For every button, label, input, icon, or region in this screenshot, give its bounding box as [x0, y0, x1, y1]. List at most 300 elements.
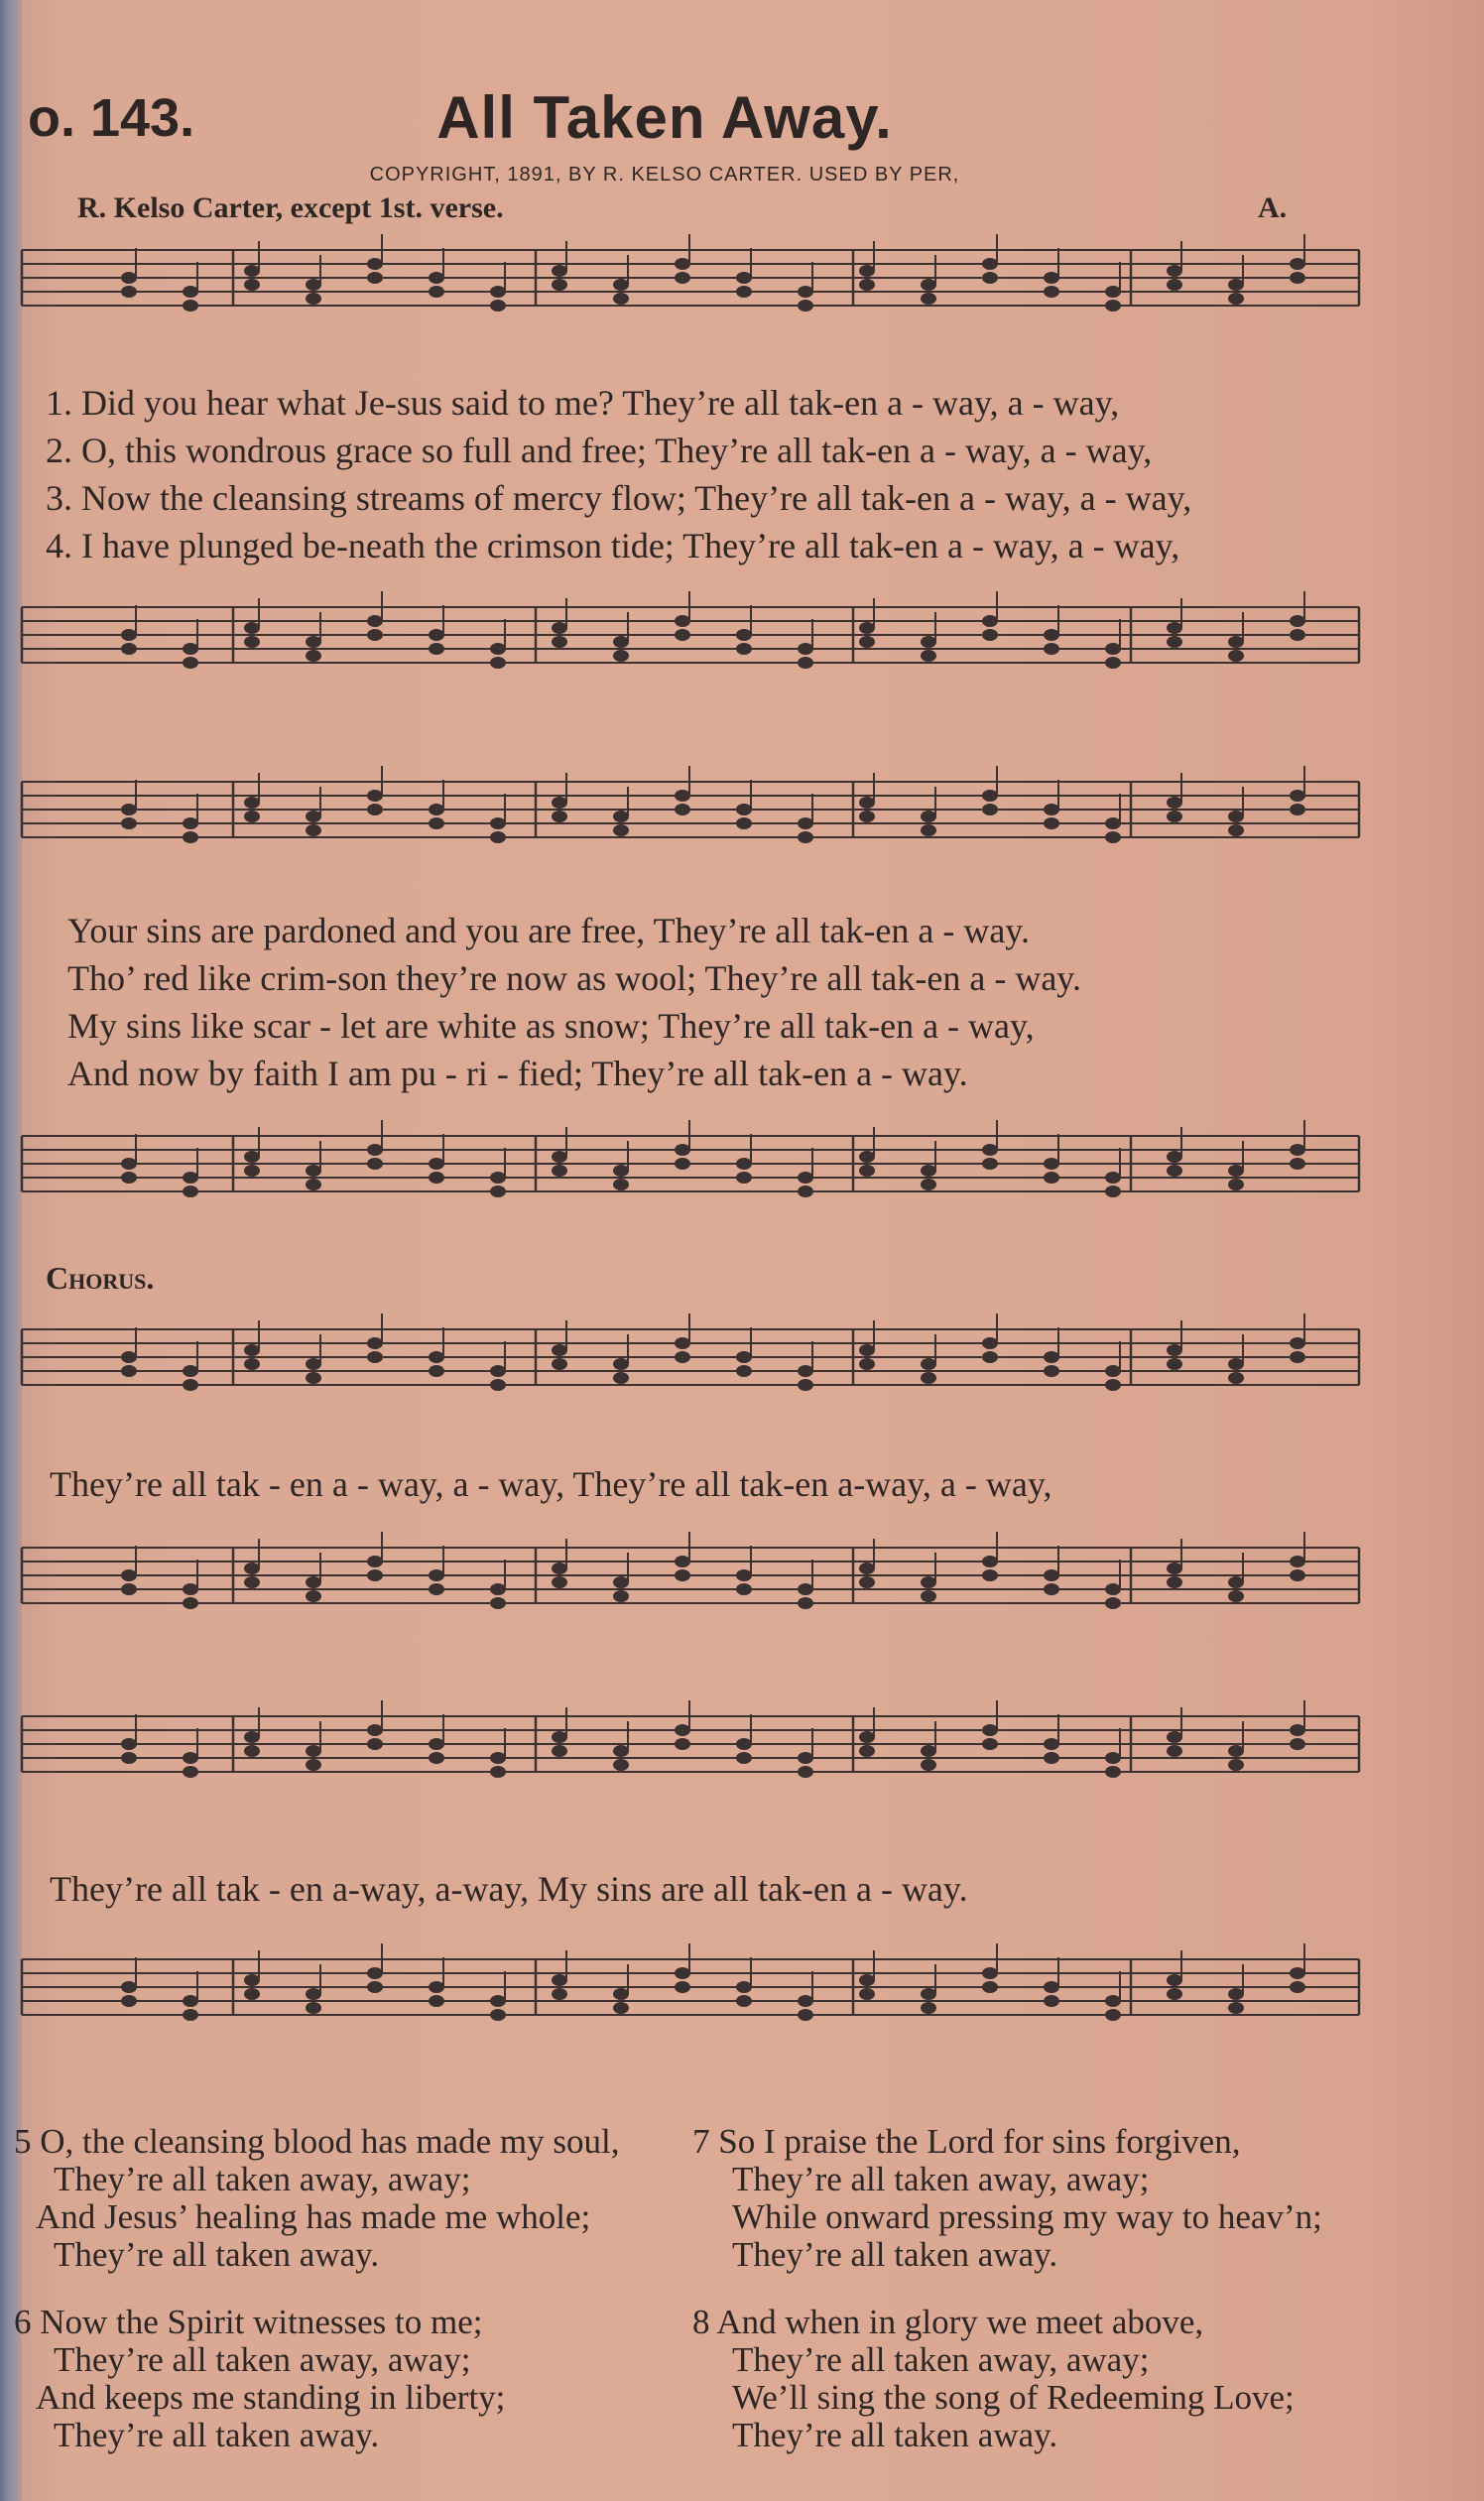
- note-head: [921, 1179, 936, 1190]
- note-head: [490, 1379, 506, 1391]
- note-head: [1105, 300, 1121, 312]
- note-head: [1167, 1151, 1182, 1163]
- note-head: [429, 1569, 444, 1581]
- note-head: [1290, 1144, 1305, 1156]
- note-head: [798, 657, 813, 669]
- note-head: [736, 1172, 752, 1184]
- note-head: [121, 1995, 137, 2007]
- note-head: [1105, 817, 1121, 829]
- note-head: [1167, 1974, 1182, 1986]
- note-head: [1167, 1344, 1182, 1356]
- note-head: [490, 1766, 506, 1778]
- note-head: [1044, 817, 1059, 829]
- note-head: [244, 622, 260, 634]
- chorus-line-2: They’re all tak - en a-way, a-way, My sins are all tak-en a - way.: [50, 1869, 968, 1909]
- note-head: [244, 1974, 260, 1986]
- note-head: [121, 1752, 137, 1764]
- note-head: [613, 293, 629, 305]
- verse-4-line-1: 4. I have plunged be-neath the crimson tide; They’re all tak-en a - way, a - way,: [46, 526, 1180, 565]
- note-head: [921, 1358, 936, 1370]
- note-head: [1105, 831, 1121, 843]
- note-head: [675, 1556, 690, 1567]
- note-head: [490, 1583, 506, 1595]
- note-head: [921, 824, 936, 836]
- note-head: [306, 636, 321, 648]
- note-head: [613, 636, 629, 648]
- note-head: [798, 286, 813, 298]
- note-head: [244, 1563, 260, 1574]
- note-head: [429, 643, 444, 655]
- note-head: [921, 1988, 936, 2000]
- note-head: [1228, 293, 1244, 305]
- note-head: [183, 286, 198, 298]
- note-head: [490, 300, 506, 312]
- note-head: [1044, 1738, 1059, 1750]
- note-head: [921, 811, 936, 822]
- note-head: [798, 1752, 813, 1764]
- note-head: [736, 1351, 752, 1363]
- note-head: [921, 1165, 936, 1177]
- note-head: [490, 1995, 506, 2007]
- note-head: [121, 817, 137, 829]
- note-head: [490, 657, 506, 669]
- note-head: [1105, 1597, 1121, 1609]
- note-head: [367, 790, 383, 802]
- note-head: [859, 279, 875, 291]
- extra-verse-7: 7 So I praise the Lord for sins forgiven, They’re all taken away, away; While onward pressing my way to heav’n; They’re all taken away.: [692, 2122, 1322, 2274]
- note-head: [1044, 1981, 1059, 1993]
- note-head: [367, 615, 383, 627]
- note-head: [1105, 1752, 1121, 1764]
- verse-number: 7: [692, 2122, 710, 2161]
- note-head: [552, 797, 567, 809]
- note-head: [613, 1179, 629, 1190]
- note-head: [183, 1766, 198, 1778]
- note-head: [429, 1981, 444, 1993]
- note-head: [982, 1337, 998, 1349]
- note-head: [982, 272, 998, 284]
- note-head: [1167, 279, 1182, 291]
- note-head: [921, 1590, 936, 1602]
- note-head: [675, 1351, 690, 1363]
- note-head: [613, 824, 629, 836]
- note-head: [1228, 1179, 1244, 1190]
- note-head: [675, 1158, 690, 1170]
- extra-verse-6: 6 Now the Spirit witnesses to me; They’re all taken away, away; And keeps me standing in liberty; They’re all taken away.: [14, 2303, 506, 2454]
- note-head: [1044, 1752, 1059, 1764]
- note-head: [552, 1576, 567, 1588]
- note-head: [736, 629, 752, 641]
- note-head: [367, 1569, 383, 1581]
- staff-3: [22, 766, 1359, 843]
- note-head: [613, 2002, 629, 2014]
- note-head: [982, 790, 998, 802]
- chorus-label: Chorus.: [46, 1260, 155, 1296]
- note-head: [859, 1563, 875, 1574]
- note-head: [1228, 2002, 1244, 2014]
- note-head: [306, 1590, 321, 1602]
- note-head: [1105, 1365, 1121, 1377]
- note-head: [982, 1351, 998, 1363]
- note-head: [1105, 2009, 1121, 2021]
- note-head: [1044, 804, 1059, 815]
- note-head: [798, 2009, 813, 2021]
- copyright-notice: COPYRIGHT, 1891, BY R. KELSO CARTER. USED BY PER,: [369, 164, 960, 186]
- note-head: [1044, 1995, 1059, 2007]
- note-head: [244, 797, 260, 809]
- note-head: [183, 2009, 198, 2021]
- note-head: [859, 1731, 875, 1743]
- note-head: [1167, 797, 1182, 809]
- note-head: [367, 1981, 383, 1993]
- note-head: [1290, 1569, 1305, 1581]
- staff-2: [22, 591, 1359, 669]
- note-head: [490, 831, 506, 843]
- note-head: [675, 1337, 690, 1349]
- note-head: [490, 286, 506, 298]
- note-head: [121, 1583, 137, 1595]
- note-head: [859, 811, 875, 822]
- note-head: [121, 1569, 137, 1581]
- verse-number: 5: [14, 2122, 32, 2161]
- note-head: [798, 1995, 813, 2007]
- note-head: [244, 1576, 260, 1588]
- note-head: [121, 272, 137, 284]
- note-head: [121, 643, 137, 655]
- note-head: [183, 1752, 198, 1764]
- note-head: [121, 1981, 137, 1993]
- note-head: [859, 797, 875, 809]
- note-head: [306, 650, 321, 662]
- note-head: [429, 1351, 444, 1363]
- note-head: [244, 1344, 260, 1356]
- note-head: [921, 293, 936, 305]
- note-head: [1105, 1172, 1121, 1184]
- note-head: [736, 804, 752, 815]
- staff-6: [22, 1532, 1359, 1609]
- note-head: [675, 258, 690, 270]
- note-head: [1044, 286, 1059, 298]
- note-head: [736, 1158, 752, 1170]
- note-head: [121, 1365, 137, 1377]
- note-head: [1105, 1583, 1121, 1595]
- note-head: [798, 643, 813, 655]
- note-head: [367, 1351, 383, 1363]
- note-head: [798, 831, 813, 843]
- note-head: [552, 1358, 567, 1370]
- note-head: [1167, 1358, 1182, 1370]
- note-head: [982, 629, 998, 641]
- note-head: [982, 1724, 998, 1736]
- note-head: [1044, 1583, 1059, 1595]
- note-head: [1044, 643, 1059, 655]
- note-head: [798, 300, 813, 312]
- note-head: [1167, 622, 1182, 634]
- note-head: [183, 817, 198, 829]
- note-head: [367, 272, 383, 284]
- note-head: [1290, 1738, 1305, 1750]
- note-head: [613, 279, 629, 291]
- note-head: [552, 622, 567, 634]
- note-head: [552, 1344, 567, 1356]
- extra-verse-8: 8 And when in glory we meet above, They’re all taken away, away; We’ll sing the song of Redeeming Love; They’re all taken away.: [692, 2303, 1295, 2454]
- note-head: [1167, 1988, 1182, 2000]
- note-head: [552, 1151, 567, 1163]
- staff-7: [22, 1700, 1359, 1778]
- note-head: [1167, 1165, 1182, 1177]
- note-head: [921, 1576, 936, 1588]
- note-head: [1228, 824, 1244, 836]
- note-head: [367, 1724, 383, 1736]
- note-head: [121, 804, 137, 815]
- verse-1-line-1: 1. Did you hear what Je-sus said to me? They’re all tak-en a - way, a - way,: [46, 383, 1120, 423]
- note-head: [982, 1556, 998, 1567]
- note-head: [1167, 811, 1182, 822]
- note-head: [1290, 258, 1305, 270]
- staff-8: [22, 1943, 1359, 2021]
- note-head: [244, 279, 260, 291]
- note-head: [244, 636, 260, 648]
- note-head: [613, 1759, 629, 1771]
- note-head: [921, 1759, 936, 1771]
- note-head: [1167, 1731, 1182, 1743]
- key-mark: A.: [1258, 191, 1288, 224]
- note-head: [121, 1351, 137, 1363]
- note-head: [367, 258, 383, 270]
- hymn-number: o. 143.: [28, 88, 195, 148]
- note-head: [244, 265, 260, 277]
- note-head: [429, 286, 444, 298]
- note-head: [183, 831, 198, 843]
- note-head: [1044, 629, 1059, 641]
- extra-verse-5: 5 O, the cleansing blood has made my soul, They’re all taken away, away; And Jesus’ healing has made me whole; They’re all taken away.: [14, 2122, 620, 2274]
- chorus-line-1: They’re all tak - en a - way, a - way, They’re all tak-en a-way, a - way,: [50, 1464, 1052, 1504]
- note-head: [490, 1365, 506, 1377]
- note-head: [613, 1358, 629, 1370]
- note-head: [552, 811, 567, 822]
- note-head: [183, 1379, 198, 1391]
- note-head: [1105, 286, 1121, 298]
- note-head: [675, 1569, 690, 1581]
- note-head: [1105, 1995, 1121, 2007]
- note-head: [982, 1569, 998, 1581]
- note-head: [490, 1186, 506, 1197]
- note-head: [490, 1752, 506, 1764]
- note-head: [367, 1738, 383, 1750]
- note-head: [552, 1988, 567, 2000]
- note-head: [1167, 1576, 1182, 1588]
- note-head: [244, 1358, 260, 1370]
- note-head: [306, 1759, 321, 1771]
- note-head: [1290, 629, 1305, 641]
- note-head: [183, 1365, 198, 1377]
- note-head: [1228, 636, 1244, 648]
- note-head: [613, 1745, 629, 1757]
- verse-2-line-2: Tho’ red like crim-son they’re now as wool; They’re all tak-en a - way.: [67, 958, 1081, 998]
- note-head: [306, 824, 321, 836]
- note-head: [552, 1974, 567, 1986]
- note-head: [921, 636, 936, 648]
- note-head: [982, 1981, 998, 1993]
- note-head: [552, 1731, 567, 1743]
- note-head: [921, 1745, 936, 1757]
- note-head: [859, 265, 875, 277]
- note-head: [244, 1165, 260, 1177]
- note-head: [1290, 1556, 1305, 1567]
- note-head: [613, 1165, 629, 1177]
- note-head: [736, 286, 752, 298]
- note-head: [736, 817, 752, 829]
- note-head: [1290, 1351, 1305, 1363]
- note-head: [1290, 790, 1305, 802]
- note-head: [675, 804, 690, 815]
- note-head: [429, 804, 444, 815]
- note-head: [552, 636, 567, 648]
- note-head: [1228, 279, 1244, 291]
- note-head: [1228, 1165, 1244, 1177]
- note-head: [367, 1337, 383, 1349]
- note-head: [183, 1172, 198, 1184]
- note-head: [613, 1576, 629, 1588]
- note-head: [859, 1745, 875, 1757]
- note-head: [490, 817, 506, 829]
- note-head: [1290, 1158, 1305, 1170]
- note-head: [736, 1365, 752, 1377]
- note-head: [121, 1172, 137, 1184]
- note-head: [367, 1158, 383, 1170]
- note-head: [736, 1738, 752, 1750]
- note-head: [183, 643, 198, 655]
- note-head: [244, 1745, 260, 1757]
- note-head: [1167, 1563, 1182, 1574]
- note-head: [121, 629, 137, 641]
- note-head: [429, 1738, 444, 1750]
- note-head: [306, 1165, 321, 1177]
- note-head: [1290, 615, 1305, 627]
- note-head: [306, 1576, 321, 1588]
- note-head: [1105, 657, 1121, 669]
- verse-2-line-1: 2. O, this wondrous grace so full and free; They’re all tak-en a - way, a - way,: [46, 431, 1153, 470]
- note-head: [121, 1158, 137, 1170]
- note-head: [429, 1158, 444, 1170]
- note-head: [490, 643, 506, 655]
- note-head: [982, 1738, 998, 1750]
- note-head: [798, 1186, 813, 1197]
- note-head: [306, 1745, 321, 1757]
- verse-1-line-2: Your sins are pardoned and you are free, They’re all tak-en a - way.: [67, 911, 1030, 950]
- note-head: [859, 636, 875, 648]
- note-head: [1228, 1576, 1244, 1588]
- note-head: [736, 1752, 752, 1764]
- note-head: [921, 1372, 936, 1384]
- note-head: [1044, 1351, 1059, 1363]
- note-head: [859, 1165, 875, 1177]
- note-head: [306, 1358, 321, 1370]
- note-head: [306, 1372, 321, 1384]
- note-head: [1228, 1590, 1244, 1602]
- note-head: [613, 1988, 629, 2000]
- note-head: [306, 1179, 321, 1190]
- note-head: [306, 279, 321, 291]
- note-head: [921, 650, 936, 662]
- note-head: [982, 1967, 998, 1979]
- note-head: [1290, 804, 1305, 815]
- note-head: [552, 1563, 567, 1574]
- note-head: [1290, 1967, 1305, 1979]
- note-head: [1228, 1372, 1244, 1384]
- note-head: [429, 1583, 444, 1595]
- staff-1: [22, 234, 1359, 312]
- note-head: [429, 629, 444, 641]
- note-head: [982, 258, 998, 270]
- note-head: [613, 811, 629, 822]
- note-head: [798, 1583, 813, 1595]
- note-head: [675, 629, 690, 641]
- note-head: [306, 293, 321, 305]
- note-head: [982, 1144, 998, 1156]
- note-head: [798, 1365, 813, 1377]
- note-head: [798, 1379, 813, 1391]
- note-head: [1290, 272, 1305, 284]
- note-head: [675, 1981, 690, 1993]
- note-head: [183, 1995, 198, 2007]
- note-head: [1167, 1745, 1182, 1757]
- note-head: [429, 1172, 444, 1184]
- note-head: [736, 1981, 752, 1993]
- note-head: [613, 650, 629, 662]
- note-head: [183, 300, 198, 312]
- note-head: [982, 1158, 998, 1170]
- note-head: [367, 804, 383, 815]
- note-head: [244, 1988, 260, 2000]
- note-head: [244, 811, 260, 822]
- note-head: [244, 1731, 260, 1743]
- note-head: [675, 615, 690, 627]
- note-head: [1167, 636, 1182, 648]
- note-head: [675, 1144, 690, 1156]
- verse-number: 6: [14, 2303, 32, 2341]
- staff-4: [22, 1120, 1359, 1197]
- note-head: [1228, 811, 1244, 822]
- note-head: [1105, 1766, 1121, 1778]
- note-head: [675, 272, 690, 284]
- note-head: [798, 1172, 813, 1184]
- note-head: [306, 1988, 321, 2000]
- note-head: [306, 2002, 321, 2014]
- note-head: [1044, 272, 1059, 284]
- note-head: [183, 1186, 198, 1197]
- note-head: [1228, 1759, 1244, 1771]
- note-head: [736, 1583, 752, 1595]
- note-head: [367, 1556, 383, 1567]
- note-head: [1228, 1745, 1244, 1757]
- note-head: [367, 629, 383, 641]
- note-head: [183, 657, 198, 669]
- note-head: [183, 1583, 198, 1595]
- note-head: [1228, 650, 1244, 662]
- note-head: [183, 1597, 198, 1609]
- note-head: [798, 1597, 813, 1609]
- note-head: [675, 1967, 690, 1979]
- note-head: [859, 1358, 875, 1370]
- note-head: [1167, 265, 1182, 277]
- note-head: [613, 1590, 629, 1602]
- note-head: [490, 1172, 506, 1184]
- note-head: [429, 1995, 444, 2007]
- note-head: [798, 817, 813, 829]
- note-head: [1228, 1358, 1244, 1370]
- note-head: [1044, 1365, 1059, 1377]
